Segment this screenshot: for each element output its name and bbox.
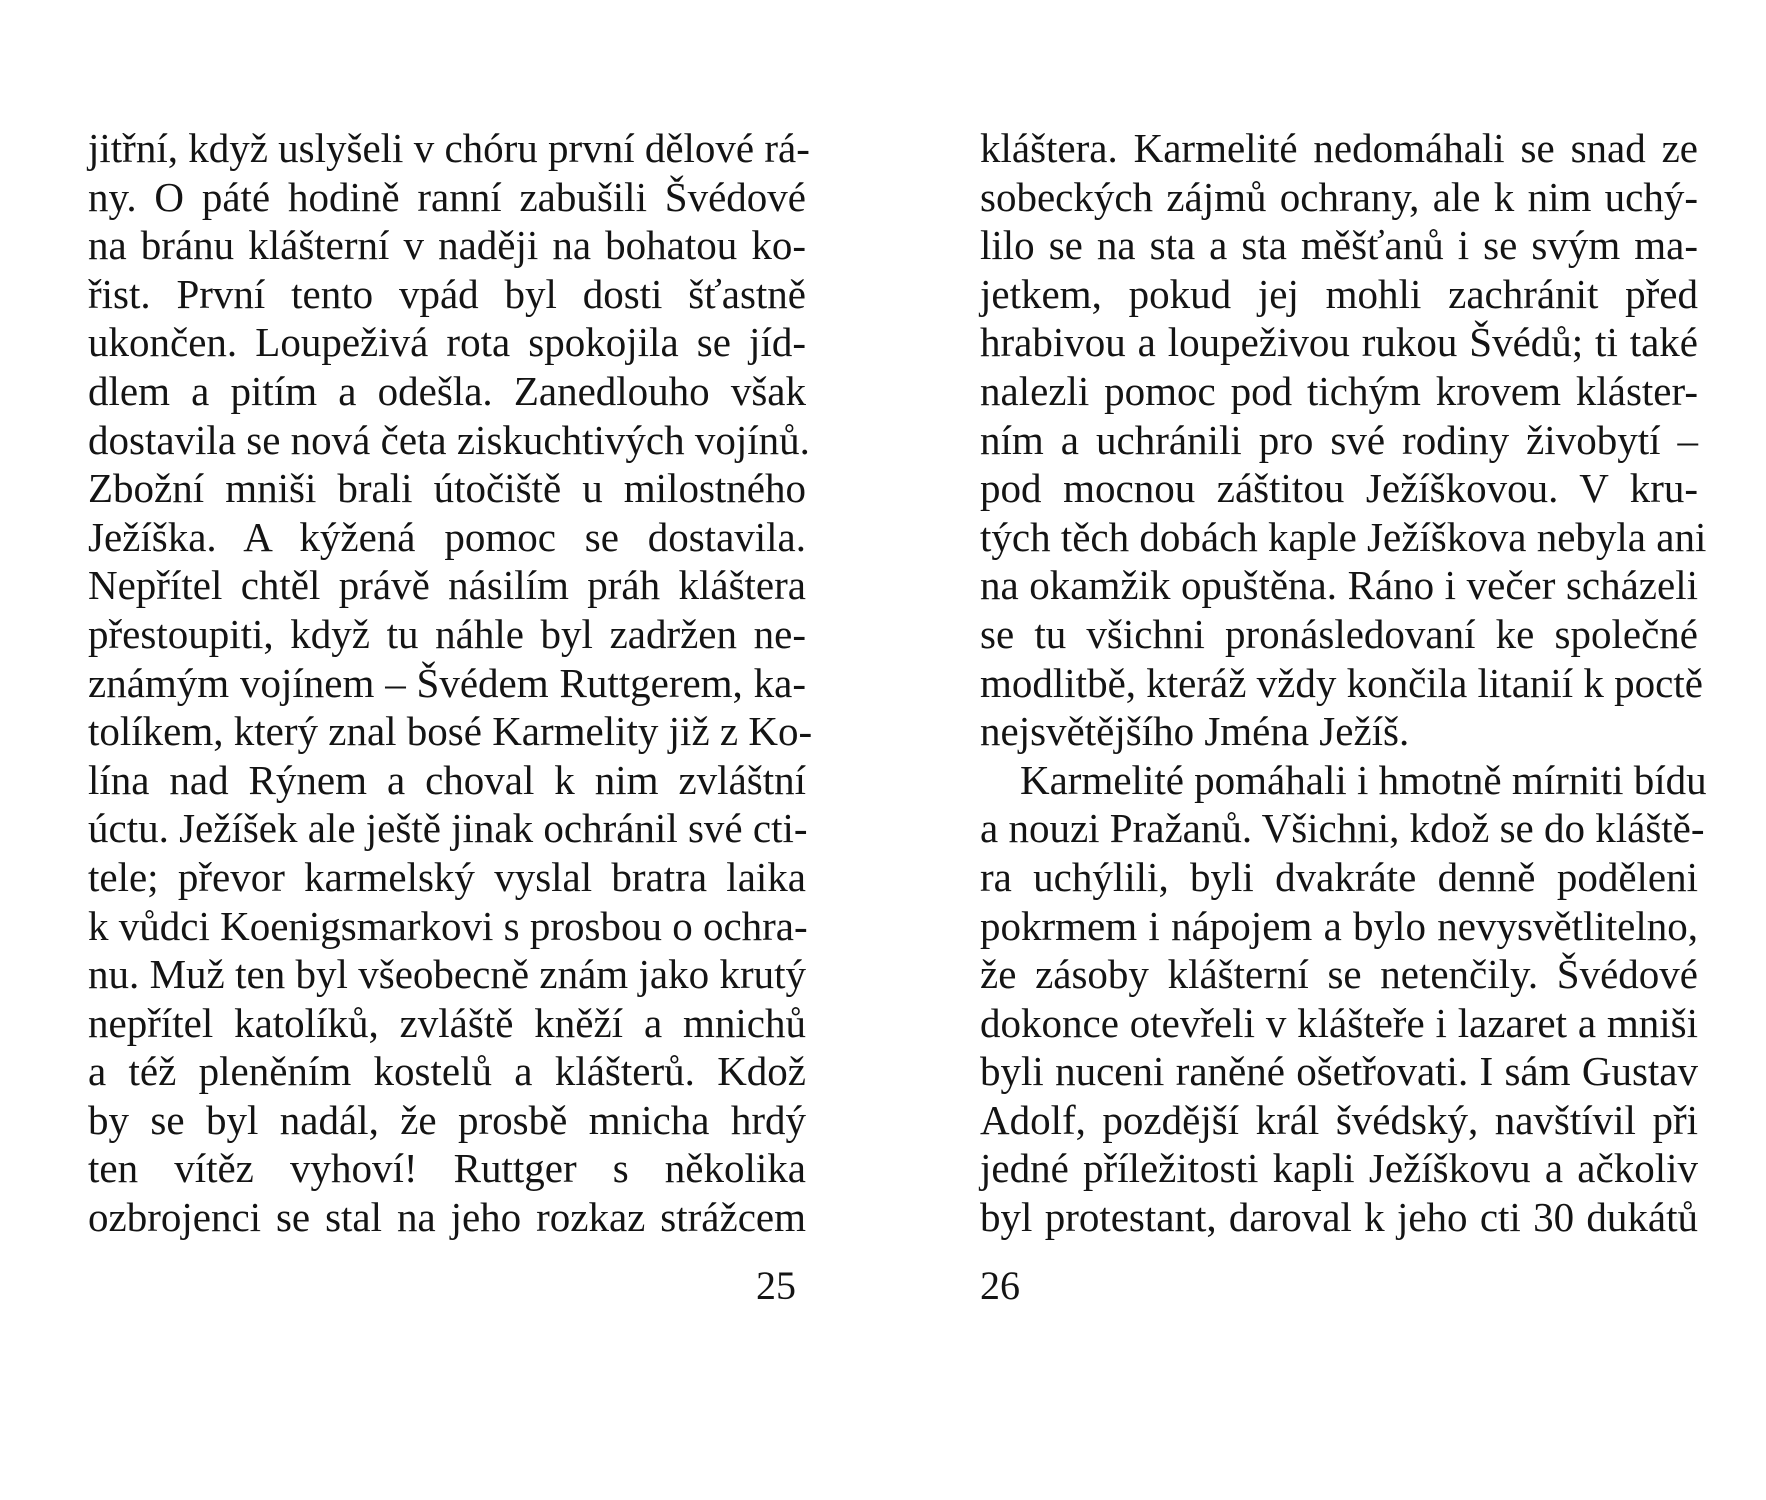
page-number: 26 <box>980 1263 1020 1308</box>
right-page <box>883 0 1766 1500</box>
text-line: ten vítěz vyhoví! Ruttger s několika <box>88 1145 806 1192</box>
text-line: že zásoby klášterní se netenčily. Švédové <box>980 951 1698 998</box>
text-line: Ježíška. A kýžená pomoc se dostavila. <box>88 513 806 560</box>
text-line: pokrmem i nápojem a bylo nevysvětlitelno, <box>980 902 1698 949</box>
right-page-text <box>980 124 1707 1242</box>
text-line: jetkem, pokud jej mohli zachránit před <box>980 270 1698 317</box>
paragraph-end-line: nejsvětějšího Jména Ježíš. <box>980 708 1410 755</box>
text-line: ny. O páté hodině ranní zabušili Švédové <box>88 173 806 220</box>
text-line: tele; převor karmelský vyslal bratra laika <box>88 853 806 900</box>
text-line: dostavila se nová četa ziskuchtivých vojínů. <box>88 416 810 463</box>
text-line: dokonce otevřeli v klášteře i lazaret a mniši <box>980 999 1698 1046</box>
text-line: nepřítel katolíků, zvláště kněží a mnichů <box>88 999 806 1046</box>
text-line: Adolf, pozdější král švédský, navštívil při <box>980 1096 1698 1143</box>
text-line: ním a uchránili pro své rodiny živobytí – <box>980 416 1698 463</box>
text-line: tolíkem, který znal bosé Karmelity již z Ko- <box>88 708 813 755</box>
text-line: lína nad Rýnem a choval k nim zvláštní <box>88 756 806 803</box>
text-line: a nouzi Pražanů. Všichni, kdož se do kláště- <box>980 805 1705 852</box>
text-line: hrabivou a loupeživou rukou Švédů; ti také <box>980 319 1698 366</box>
text-line: pod mocnou záštitou Ježíškovou. V kru- <box>980 465 1698 512</box>
text-line: k vůdci Koenigsmarkovi s prosbou o ochra- <box>88 902 808 949</box>
text-line: Nepřítel chtěl právě násilím práh kláštera <box>88 562 806 609</box>
text-line: známým vojínem – Švédem Ruttgerem, ka- <box>88 659 806 706</box>
text-line: Zbožní mniši brali útočiště u milostného <box>88 465 806 512</box>
left-page-text <box>88 124 813 1242</box>
text-line: sobeckých zájmů ochrany, ale k nim uchý- <box>980 173 1698 220</box>
text-line: nalezli pomoc pod tichým krovem kláster- <box>980 367 1698 414</box>
text-line: ukončen. Loupeživá rota spokojila se jíd- <box>88 319 806 366</box>
paragraph-start-line: Karmelité pomáhali i hmotně mírniti bídu <box>1020 756 1707 803</box>
text-line: jitřní, když uslyšeli v chóru první dělové rá- <box>88 125 810 171</box>
text-line: tých těch dobách kaple Ježíškova nebyla ani <box>980 513 1707 560</box>
text-line: modlitbě, kteráž vždy končila litanií k poctě <box>980 659 1703 706</box>
text-line: na okamžik opuštěna. Ráno i večer scházeli <box>980 562 1698 609</box>
text-line: ra uchýlili, byli dvakráte denně poděleni <box>980 853 1698 900</box>
page-number: 25 <box>756 1263 796 1308</box>
text-line: se tu všichni pronásledovaní ke společné <box>980 610 1698 657</box>
text-line: ozbrojenci se stal na jeho rozkaz strážcem <box>88 1194 806 1241</box>
text-line: by se byl nadál, že prosbě mnicha hrdý <box>88 1096 806 1143</box>
text-line: úctu. Ježíšek ale ještě jinak ochránil své cti- <box>88 805 808 852</box>
text-line: a též pleněním kostelů a klášterů. Kdož <box>88 1048 806 1095</box>
text-line: nu. Muž ten byl všeobecně znám jako krutý <box>88 951 806 998</box>
text-line: dlem a pitím a odešla. Zanedlouho však <box>88 367 806 414</box>
text-line: kláštera. Karmelité nedomáhali se snad ze <box>980 125 1698 171</box>
text-line: na bránu klášterní v naději na bohatou ko- <box>88 222 806 269</box>
text-line: jedné příležitosti kapli Ježíškovu a ačkoliv <box>980 1145 1698 1192</box>
text-line: řist. První tento vpád byl dosti šťastně <box>88 270 806 317</box>
text-line: byli nuceni raněné ošetřovati. I sám Gustav <box>980 1048 1698 1095</box>
text-line: přestoupiti, když tu náhle byl zadržen ne- <box>88 610 806 657</box>
text-line: lilo se na sta a sta měšťanů i se svým ma- <box>980 222 1698 269</box>
text-line: byl protestant, daroval k jeho cti 30 dukátů <box>980 1194 1698 1241</box>
